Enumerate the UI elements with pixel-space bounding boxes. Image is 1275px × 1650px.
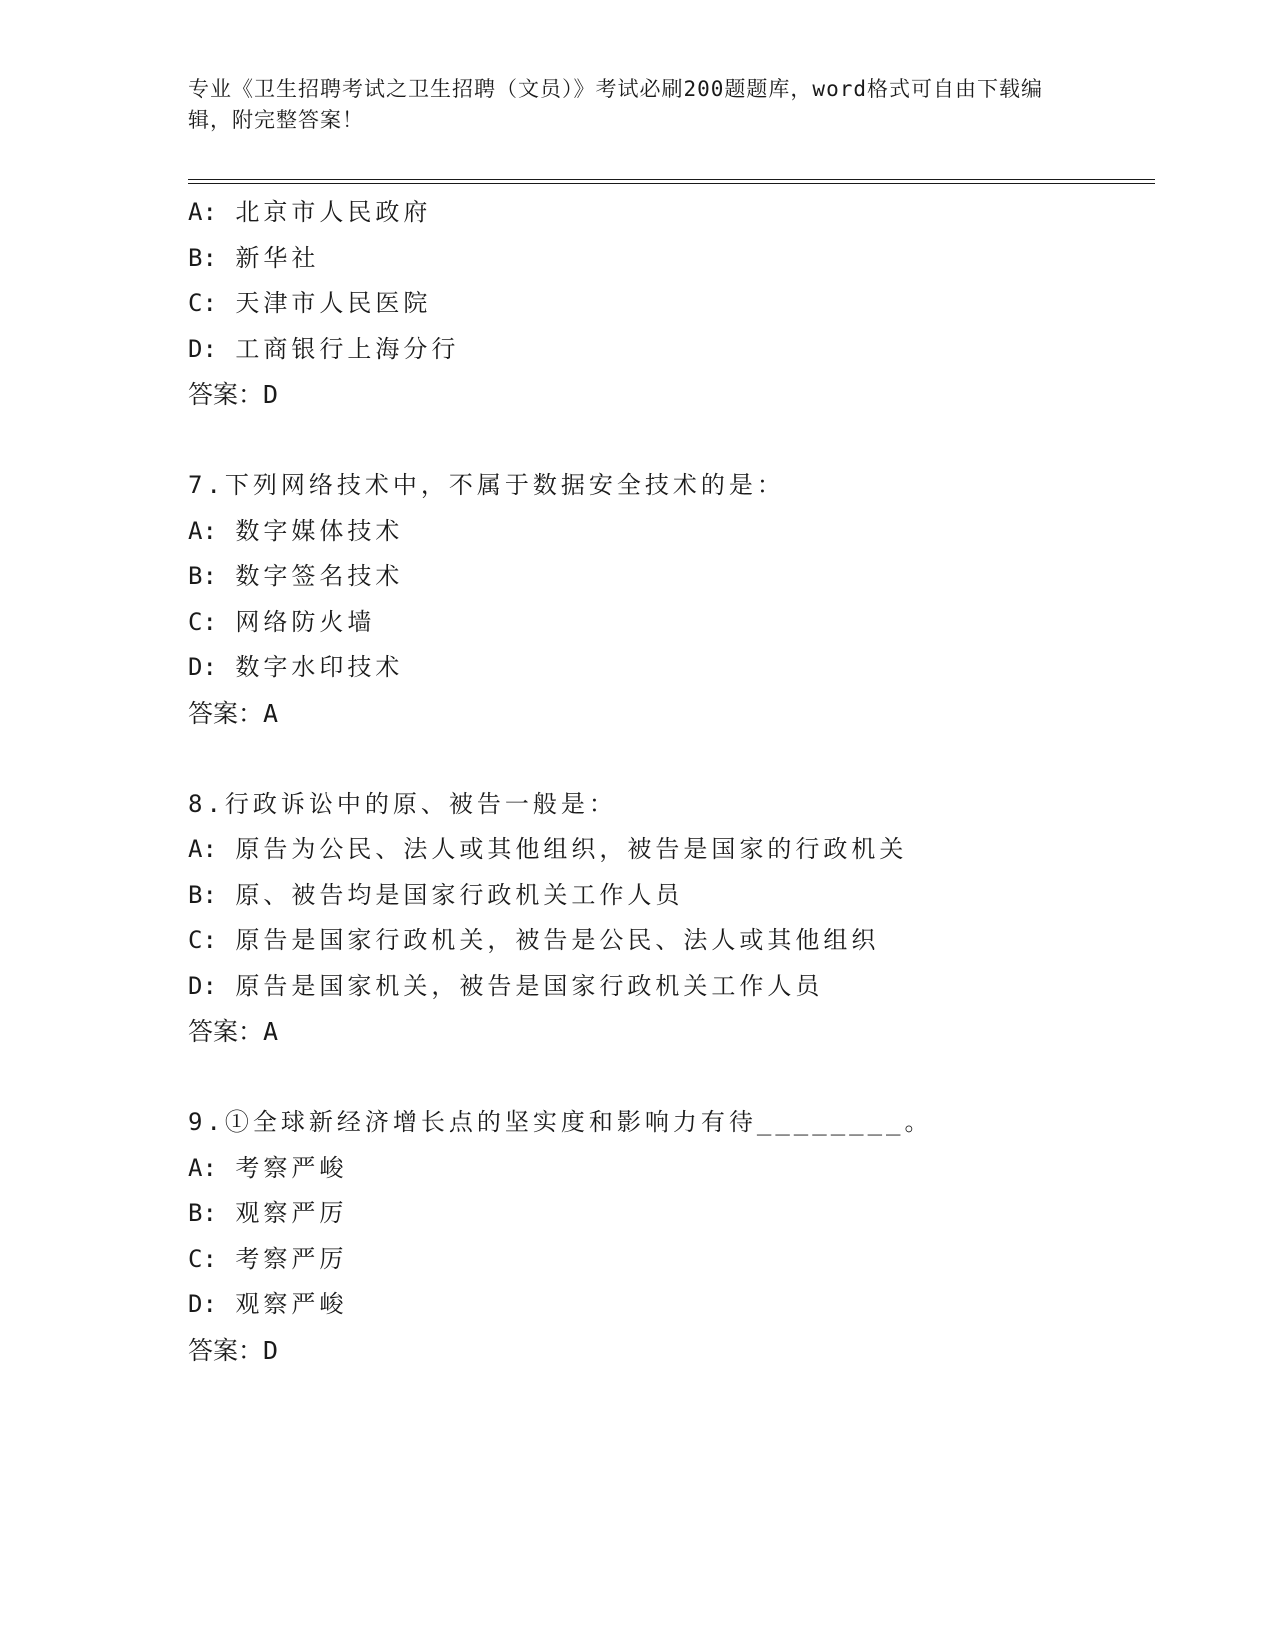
answer-line (188, 1328, 1188, 1374)
option-text: 考察严峻 (235, 1153, 348, 1182)
option-letter: C: (188, 289, 217, 317)
option-d (188, 645, 1188, 691)
question-list (188, 190, 1188, 1373)
option-letter: B: (188, 1199, 217, 1227)
option-letter: A: (188, 516, 217, 545)
question-block (188, 190, 1188, 418)
option-a (188, 190, 1188, 236)
option-b (188, 873, 1188, 919)
question-block (188, 463, 1188, 736)
option-letter: B: (188, 880, 217, 909)
option-text: 天津市人民医院 (235, 289, 432, 317)
option-text: 数字水印技术 (235, 653, 404, 681)
option-b (188, 236, 1188, 282)
question-stem: 7.下列网络技术中，不属于数据安全技术的是： (188, 471, 785, 499)
option-letter: A: (188, 835, 217, 863)
document-header: 专业《卫生招聘考试之卫生招聘（文员）》考试必刷200题题库，word格式可自由下载编辑，附完整答案！ (188, 77, 1043, 132)
option-text: 原告是国家机关，被告是国家行政机关工作人员 (235, 971, 824, 1000)
option-d (188, 327, 1188, 373)
option-c (188, 918, 1188, 964)
option-text: 原告是国家行政机关，被告是公民、法人或其他组织 (235, 926, 880, 954)
option-b (188, 1191, 1188, 1237)
header-double-rule (188, 179, 1155, 184)
option-d (188, 1282, 1188, 1328)
option-a (188, 1146, 1188, 1192)
answer-label: 答案： (188, 380, 264, 409)
option-text: 观察严厉 (235, 1199, 348, 1227)
question-stem: 8.行政诉讼中的原、被告一般是： (188, 789, 617, 818)
answer-value: A (263, 1017, 279, 1046)
option-text: 数字媒体技术 (235, 516, 404, 545)
option-text: 原告为公民、法人或其他组织，被告是国家的行政机关 (235, 835, 908, 863)
option-letter: D: (188, 653, 217, 681)
question-block (188, 782, 1188, 1055)
option-letter: C: (188, 926, 217, 954)
option-c (188, 1237, 1188, 1283)
option-text: 北京市人民政府 (235, 198, 432, 226)
question-stem: 9.①全球新经济增长点的坚实度和影响力有待________。 (188, 1108, 933, 1136)
option-letter: C: (188, 1244, 217, 1273)
option-d (188, 964, 1188, 1010)
option-letter: D: (188, 971, 217, 1000)
answer-value: D (263, 1335, 279, 1365)
question-block (188, 1100, 1188, 1373)
option-letter: D: (188, 334, 217, 363)
spacer (188, 1055, 1188, 1101)
spacer (188, 418, 1188, 464)
option-letter: D: (188, 1290, 217, 1318)
option-a (188, 509, 1188, 555)
option-text: 原、被告均是国家行政机关工作人员 (235, 880, 684, 909)
answer-value: D (263, 380, 279, 409)
option-text: 工商银行上海分行 (235, 334, 460, 363)
option-a (188, 827, 1188, 873)
option-letter: A: (188, 1153, 217, 1182)
option-letter: A: (188, 198, 217, 226)
answer-line (188, 372, 1188, 418)
option-c (188, 600, 1188, 646)
option-c (188, 281, 1188, 327)
option-text: 网络防火墙 (235, 607, 376, 636)
answer-label: 答案： (188, 1335, 264, 1365)
answer-line (188, 691, 1188, 737)
option-letter: B: (188, 562, 217, 590)
option-letter: C: (188, 607, 217, 636)
answer-label: 答案： (188, 1017, 264, 1046)
option-text: 考察严厉 (235, 1244, 348, 1273)
answer-label: 答案： (188, 698, 264, 728)
option-text: 观察严峻 (235, 1290, 348, 1318)
option-letter: B: (188, 243, 217, 272)
option-b (188, 554, 1188, 600)
spacer (188, 736, 1188, 782)
option-text: 数字签名技术 (235, 562, 404, 590)
option-text: 新华社 (235, 243, 320, 272)
answer-line (188, 1009, 1188, 1055)
answer-value: A (263, 698, 279, 728)
